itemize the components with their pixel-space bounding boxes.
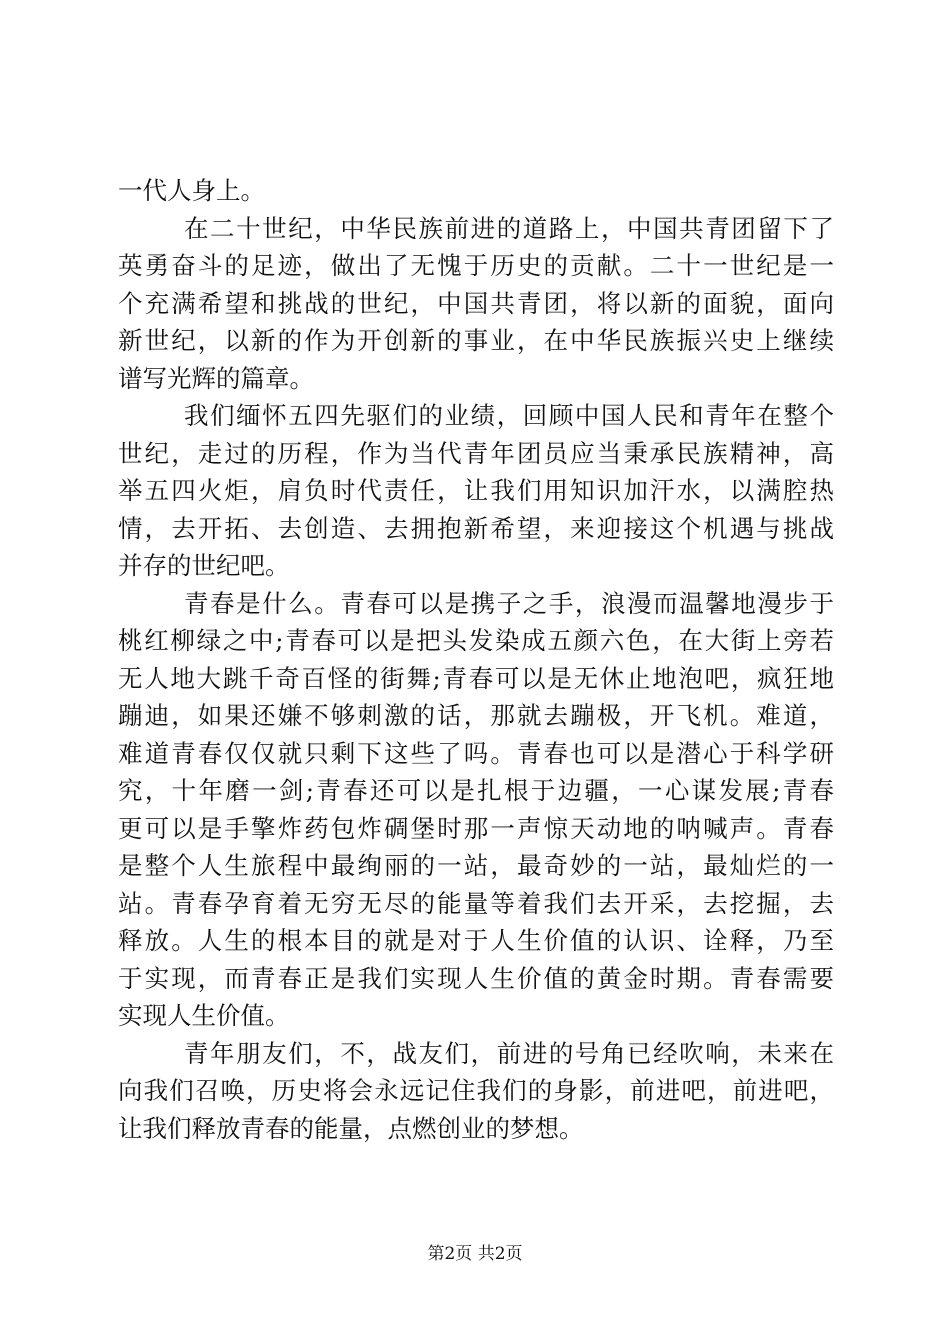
paragraph-line: 无人地大跳千奇百怪的街舞;青春可以是无休止地泡吧，疯狂地 — [118, 663, 834, 693]
paragraph-line: 于实现，而青春正是我们实现人生价值的黄金时期。青春需要 — [118, 963, 834, 993]
paragraph-line: 并存的世纪吧。 — [118, 551, 290, 580]
paragraph-line: 实现人生价值。 — [118, 1001, 290, 1030]
paragraph-line: 个充满希望和挑战的世纪，中国共青团，将以新的面貌，面向 — [118, 288, 834, 318]
paragraph-line: 在二十世纪，中华民族前进的道路上，中国共青团留下了 — [184, 213, 834, 243]
paragraph-line: 新世纪，以新的作为开创新的事业，在中华民族振兴史上继续 — [118, 326, 834, 355]
paragraph-line: 我们缅怀五四先驱们的业绩，回顾中国人民和青年在整个 — [184, 401, 834, 430]
paragraph-line: 释放。人生的根本目的就是对于人生价值的认识、诠释，乃至 — [118, 926, 834, 955]
paragraph-line: 让我们释放青春的能量，点燃创业的梦想。 — [118, 1113, 584, 1143]
paragraph-line: 举五四火炬，肩负时代责任，让我们用知识加汗水，以满腔热 — [118, 476, 834, 505]
paragraph-line: 是整个人生旅程中最绚丽的一站，最奇妙的一站，最灿烂的一 — [118, 851, 834, 880]
paragraph-line: 情，去开拓、去创造、去拥抱新希望，来迎接这个机遇与挑战 — [118, 513, 834, 543]
paragraph-line: 青年朋友们，不，战友们，前进的号角已经吹响，未来在 — [184, 1038, 834, 1068]
paragraph-line: 难道青春仅仅就只剩下这些了吗。青春也可以是潜心于科学研 — [118, 738, 834, 768]
paragraph-line: 世纪，走过的历程，作为当代青年团员应当秉承民族精神，高 — [118, 438, 834, 468]
paragraph-line: 谱写光辉的篇章。 — [118, 363, 314, 393]
paragraph-line: 站。青春孕育着无穷无尽的能量等着我们去开采，去挖掘，去 — [118, 888, 834, 918]
paragraph-line: 桃红柳绿之中;青春可以是把头发染成五颜六色，在大街上旁若 — [118, 626, 834, 655]
document-body — [118, 172, 834, 1147]
page-footer — [0, 1242, 950, 1266]
paragraph-line: 向我们召唤，历史将会永远记住我们的身影，前进吧，前进吧， — [118, 1076, 834, 1105]
paragraph-line: 青春是什么。青春可以是携子之手，浪漫而温馨地漫步于 — [184, 588, 834, 618]
paragraph-line: 更可以是手擎炸药包炸碉堡时那一声惊天动地的呐喊声。青春 — [118, 813, 834, 843]
paragraph-line: 英勇奋斗的足迹，做出了无愧于历史的贡献。二十一世纪是一 — [118, 251, 834, 280]
paragraph-line: 一代人身上。 — [118, 176, 265, 205]
paragraph-line: 究，十年磨一剑;青春还可以是扎根于边疆，一心谋发展;青春 — [118, 776, 834, 805]
page-number-label: 第2页 共2页 — [427, 1244, 523, 1264]
paragraph-line: 蹦迪，如果还嫌不够刺激的话，那就去蹦极，开飞机。难道， — [118, 701, 834, 730]
